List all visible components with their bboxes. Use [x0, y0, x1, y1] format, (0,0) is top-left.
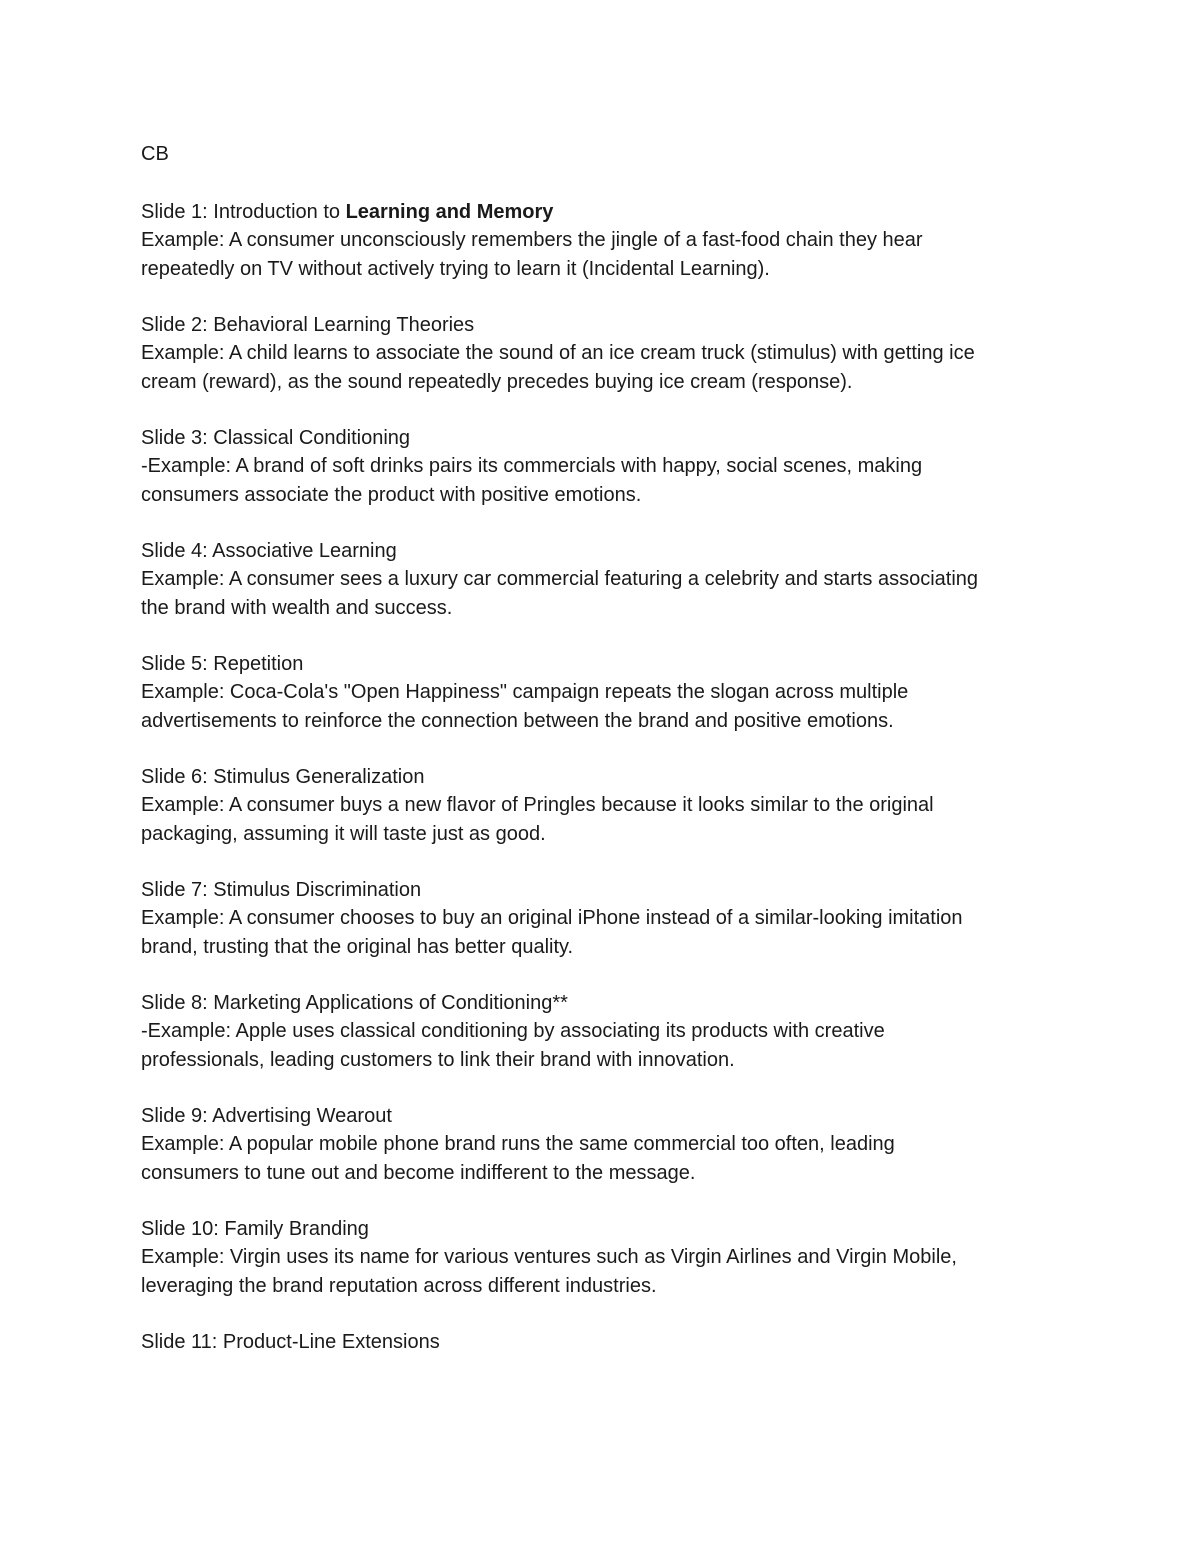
slide-example-line: repeatedly on TV without actively trying to learn it (Incidental Learning). — [141, 257, 770, 280]
slide-example-line: Example: A consumer sees a luxury car commercial featuring a celebrity and starts associating — [141, 568, 979, 590]
slide-section-5 — [141, 650, 1061, 736]
slide-heading-prefix: Slide 1: Introduction to — [141, 200, 346, 223]
slide-heading: Slide 5: Repetition — [141, 652, 304, 675]
slide-example-line: Example: A consumer unconsciously remembers the jingle of a fast-food chain they hear — [141, 229, 923, 251]
slide-example-line: Example: Virgin uses its name for various ventures such as Virgin Airlines and Virgin Mobile, — [141, 1246, 957, 1268]
slide-example-line: consumers associate the product with positive emotions. — [141, 483, 642, 506]
slide-heading: Slide 4: Associative Learning — [141, 539, 397, 562]
slide-section-10 — [141, 1215, 1061, 1301]
slide-heading: Slide 10: Family Branding — [141, 1217, 369, 1240]
slide-section-3 — [141, 424, 1061, 510]
slide-heading: Slide 7: Stimulus Discrimination — [141, 878, 422, 901]
slide-example-line: Example: A popular mobile phone brand runs the same commercial too often, leading — [141, 1133, 895, 1155]
document-title: CB — [141, 143, 169, 165]
slide-example-line: cream (reward), as the sound repeatedly precedes buying ice cream (response). — [141, 370, 853, 393]
slide-heading: Slide 8: Marketing Applications of Conditioning** — [141, 991, 568, 1014]
slide-heading: Slide 11: Product-Line Extensions — [141, 1330, 440, 1353]
slide-heading: Slide 9: Advertising Wearout — [141, 1104, 392, 1127]
slide-heading: Slide 2: Behavioral Learning Theories — [141, 313, 475, 336]
slide-section-11 — [141, 1328, 1061, 1357]
slide-section-4 — [141, 537, 1061, 623]
slide-example-line: -Example: A brand of soft drinks pairs its commercials with happy, social scenes, making — [141, 455, 923, 477]
slide-example-line: Example: Coca-Cola's "Open Happiness" campaign repeats the slogan across multiple — [141, 681, 909, 703]
slide-example-line: consumers to tune out and become indifferent to the message. — [141, 1161, 696, 1184]
slide-section-7 — [141, 876, 1061, 962]
slide-section-9 — [141, 1102, 1061, 1188]
slide-example-line: professionals, leading customers to link their brand with innovation. — [141, 1048, 735, 1071]
slide-example-line: packaging, assuming it will taste just as good. — [141, 822, 546, 845]
slide-heading: Slide 6: Stimulus Generalization — [141, 765, 425, 788]
slide-example-line: the brand with wealth and success. — [141, 596, 453, 619]
slide-heading: Slide 3: Classical Conditioning — [141, 426, 411, 449]
slide-example-line: -Example: Apple uses classical conditioning by associating its products with creative — [141, 1020, 885, 1042]
slide-example-line: Example: A consumer chooses to buy an original iPhone instead of a similar-looking imitation — [141, 907, 963, 929]
slide-section-1 — [141, 198, 1061, 284]
slide-heading — [141, 198, 1061, 227]
slide-example-line: Example: A consumer buys a new flavor of Pringles because it looks similar to the original — [141, 794, 934, 816]
slide-example-line: Example: A child learns to associate the sound of an ice cream truck (stimulus) with getting ice — [141, 342, 975, 364]
slide-section-8 — [141, 989, 1061, 1075]
slide-section-6 — [141, 763, 1061, 849]
slide-section-2 — [141, 311, 1061, 397]
slide-heading-bold: Learning and Memory — [345, 200, 554, 223]
document-page — [141, 140, 1061, 1356]
slide-example-line: advertisements to reinforce the connection between the brand and positive emotions. — [141, 709, 894, 732]
slide-example-line: leveraging the brand reputation across different industries. — [141, 1274, 657, 1297]
slide-example-line: brand, trusting that the original has better quality. — [141, 935, 574, 958]
